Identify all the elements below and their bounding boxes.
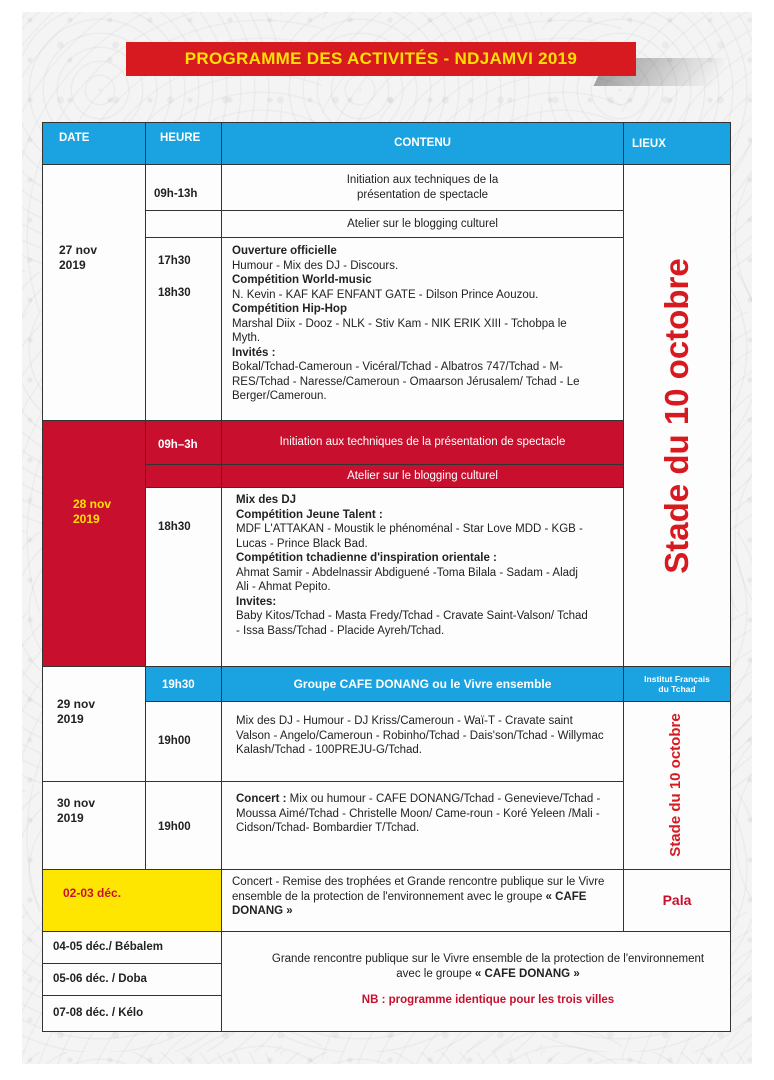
content-28-r3 (221, 487, 624, 667)
text-27-b3: Compétition Hip-Hop (232, 303, 347, 315)
text-dec02-content: Concert - Remise des trophées et Grande rencontre publique sur le Vivre ensemble de la protection de l'environnement avec le groupe (232, 876, 605, 903)
header-heure: HEURE (145, 122, 222, 165)
text-28-b4: Invites: (236, 595, 277, 608)
text-dec02-bold: « CAFE DONANG » (232, 890, 587, 917)
text-27-t2: N. Kevin - KAF KAF ENFANT GATE - Dilson Prince Aouzou. (232, 288, 539, 301)
text-27-t1: Humour - Mix des DJ - Discours. (232, 259, 399, 272)
text-28-b1: Mix des DJ (236, 494, 297, 506)
text-30-b1: Concert : (236, 793, 287, 805)
time-28-r2 (145, 464, 222, 488)
text-28-t2: MDF L'ATTAKAN - Moustik le phénoménal - Star Love MDD - KGB - Lucas - Prince Black Bad. (236, 523, 583, 550)
date-kelo: 07-08 déc. / Kélo (42, 995, 222, 1032)
date-29-nov: 29 nov 2019 (42, 666, 146, 782)
text-28-b2: Compétition Jeune Talent : (236, 508, 383, 521)
content-28-r1: Initiation aux techniques de la présentation de spectacle (221, 420, 624, 465)
time-27-r2 (145, 210, 222, 238)
lieu-pala: Pala (623, 869, 731, 932)
text-27-b4: Invités : (232, 346, 276, 359)
content-02-03-dec (221, 869, 624, 932)
text-30-t1: Mix ou humour - CAFE DONANG/Tchad - Genevieve/Tchad - Moussa Aimé/Tchad - Christelle Moon/ Came-roun - Koré Yeleen /Mali - Cidson/Tchad- Bombardier T/Tchad. (236, 793, 601, 834)
time-27-r1: 09h-13h (145, 164, 222, 211)
page-title: PROGRAMME DES ACTIVITÉS - NDJAMVI 2019 (126, 42, 636, 76)
time-30: 19h00 (145, 781, 222, 870)
header-contenu: CONTENU (221, 122, 624, 165)
text-27-t4: Bokal/Tchad-Cameroun - Vicéral/Tchad - Albatros 747/Tchad - M-RES/Tchad - Naresse/Cameroun - Omaarson Jérusalem/ Tchad - Le Berger/Cameroun. (232, 361, 580, 402)
text-27-t3: Marshal Diix - Dooz - NLK - Stiv Kam - NIK ERIK XIII - Tchobpa le Myth. (232, 317, 567, 344)
time-27-r3: 17h30 18h30 (145, 237, 222, 421)
content-27-r1: Initiation aux techniques de la présentation de spectacle (221, 164, 624, 211)
lieu-institut-francais: Institut Français du Tchad (623, 666, 731, 702)
text-villes-bold: « CAFE DONANG » (474, 967, 580, 980)
content-29-r1: Groupe CAFE DONANG ou le Vivre ensemble (221, 666, 624, 702)
header-lieux: LIEUX (623, 122, 731, 165)
date-28-nov: 28 nov 2019 (42, 420, 146, 667)
date-27-nov: 27 nov 2019 (42, 164, 146, 421)
text-villes-content (262, 952, 714, 981)
content-villes (221, 931, 731, 1032)
header-date: DATE (42, 122, 146, 165)
content-27-r2: Atelier sur le blogging culturel (221, 210, 624, 238)
text-28-t4: Baby Kitos/Tchad - Masta Fredy/Tchad - Cravate Saint-Valson/ Tchad - Issa Bass/Tchad - Placide Ayreh/Tchad. (236, 610, 588, 637)
content-30 (221, 781, 624, 870)
time-28-r3: 18h30 (145, 487, 222, 667)
content-29-r2: Mix des DJ - Humour - DJ Kriss/Cameroun - Waï-T - Cravate saint Valson - Angelo/Cameroun - Robinho/Tchad - Dais'son/Tchad - Willymac Kalash/Tchad - 100PREJU-G/Tchad. (221, 701, 624, 782)
text-27-b2: Compétition World-music (232, 274, 372, 286)
date-02-03-dec: 02-03 déc. (42, 869, 222, 932)
text-28-t3: Ahmat Samir - Abdelnassir Abdiguené -Toma Bilala - Sadam - Aladj Ali - Ahmat Pepito. (236, 566, 578, 593)
date-doba: 05-06 déc. / Doba (42, 963, 222, 996)
time-29-r1: 19h30 (145, 666, 222, 702)
time-29-r2: 19h00 (145, 701, 222, 782)
lieu-stade-big: Stade du 10 octobre (658, 258, 695, 574)
lieu-stade-small: Stade du 10 octobre (667, 713, 684, 857)
date-bebalem: 04-05 déc./ Bébalem (42, 931, 222, 964)
time-28-r1: 09h–3h (145, 420, 222, 465)
date-30-nov: 30 nov 2019 (42, 781, 146, 870)
text-villes-main: Grande rencontre publique sur le Vivre ensemble de la protection de l'environnement avec le groupe (271, 953, 705, 980)
text-28-b3: Compétition tchadienne d'inspiration orientale : (236, 552, 497, 564)
content-28-r2: Atelier sur le blogging culturel (221, 464, 624, 488)
content-27-r3 (221, 237, 624, 421)
text-27-b1: Ouverture officielle (232, 245, 337, 257)
nb-note: NB : programme identique pour les trois villes (361, 994, 615, 1006)
